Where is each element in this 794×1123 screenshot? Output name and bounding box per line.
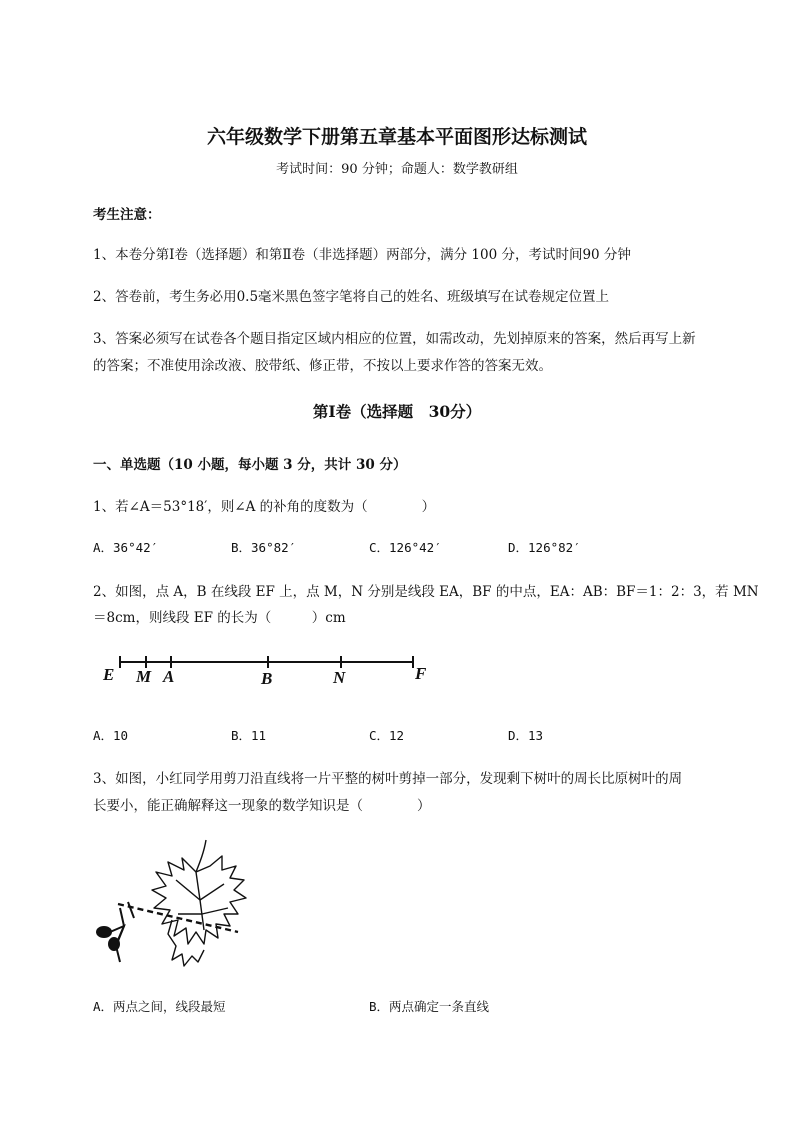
notice-item-2: 2、答卷前，考生务必用0.5毫米黑色签字笔将自己的姓名、班级填写在试卷规定位置上	[93, 289, 610, 305]
section-title: 第Ⅰ卷（选择题 30分）	[312, 402, 482, 421]
label-b: B	[261, 669, 273, 688]
question-3-stem-line-1: 3、如图，小红同学用剪刀沿直线将一片平整的树叶剪掉一部分，发现剩下树叶的周长比原树叶的周	[93, 771, 683, 787]
question-2-option-a: A．10	[93, 728, 129, 743]
question-1-option-a: A．36°42′	[93, 540, 159, 555]
question-3-option-a: A．两点之间，线段最短	[93, 999, 226, 1014]
scissors-icon	[97, 902, 134, 962]
exam-info: 考试时间：90 分钟；命题人：数学教研组	[276, 162, 518, 177]
cut-line	[118, 904, 238, 932]
question-2-stem-line-2: ＝8cm，则线段 EF 的长为（ ）cm	[93, 610, 346, 626]
notice-item-3-continued: 的答案；不准使用涂改液、胶带纸、修正带，不按以上要求作答的答案无效。	[93, 358, 552, 374]
question-3-option-b: B．两点确定一条直线	[369, 999, 490, 1014]
question-2-stem-line-1: 2、如图，点 A，B 在线段 EF 上，点 M，N 分别是线段 EA，BF 的中点，EA：AB：BF＝1：2：3，若 MN	[93, 584, 759, 600]
question-1-stem: 1、若∠A＝53°18′，则∠A 的补角的度数为（ ）	[93, 499, 436, 515]
label-f: F	[415, 664, 427, 683]
label-m: M	[136, 667, 152, 686]
question-2-option-b: B．11	[231, 728, 267, 743]
part-heading: 一、单选题（10 小题，每小题 3 分，共计 30 分）	[93, 457, 407, 473]
question-1-option-c: C．126°42′	[369, 540, 442, 555]
label-n: N	[333, 668, 346, 687]
question-2-option-d: D．13	[508, 728, 544, 743]
question-3-stem-line-2: 长要小，能正确解释这一现象的数学知识是（ ）	[93, 798, 431, 814]
page-title: 六年级数学下册第五章基本平面图形达标测试	[206, 126, 587, 148]
notice-item-3: 3、答案必须写在试卷各个题目指定区域内相应的位置，如需改动，先划掉原来的答案，然后再写上新	[93, 331, 696, 347]
notice-item-1: 1、本卷分第Ⅰ卷（选择题）和第Ⅱ卷（非选择题）两部分，满分 100 分，考试时间90 分钟	[93, 247, 631, 263]
notice-heading: 考生注意：	[93, 207, 161, 223]
label-e: E	[103, 665, 115, 684]
label-a: A	[163, 667, 175, 686]
question-1-option-b: B．36°82′	[231, 540, 297, 555]
question-2-option-c: C．12	[369, 728, 405, 743]
leaf-icon	[152, 840, 246, 966]
question-1-option-d: D．126°82′	[508, 540, 581, 555]
